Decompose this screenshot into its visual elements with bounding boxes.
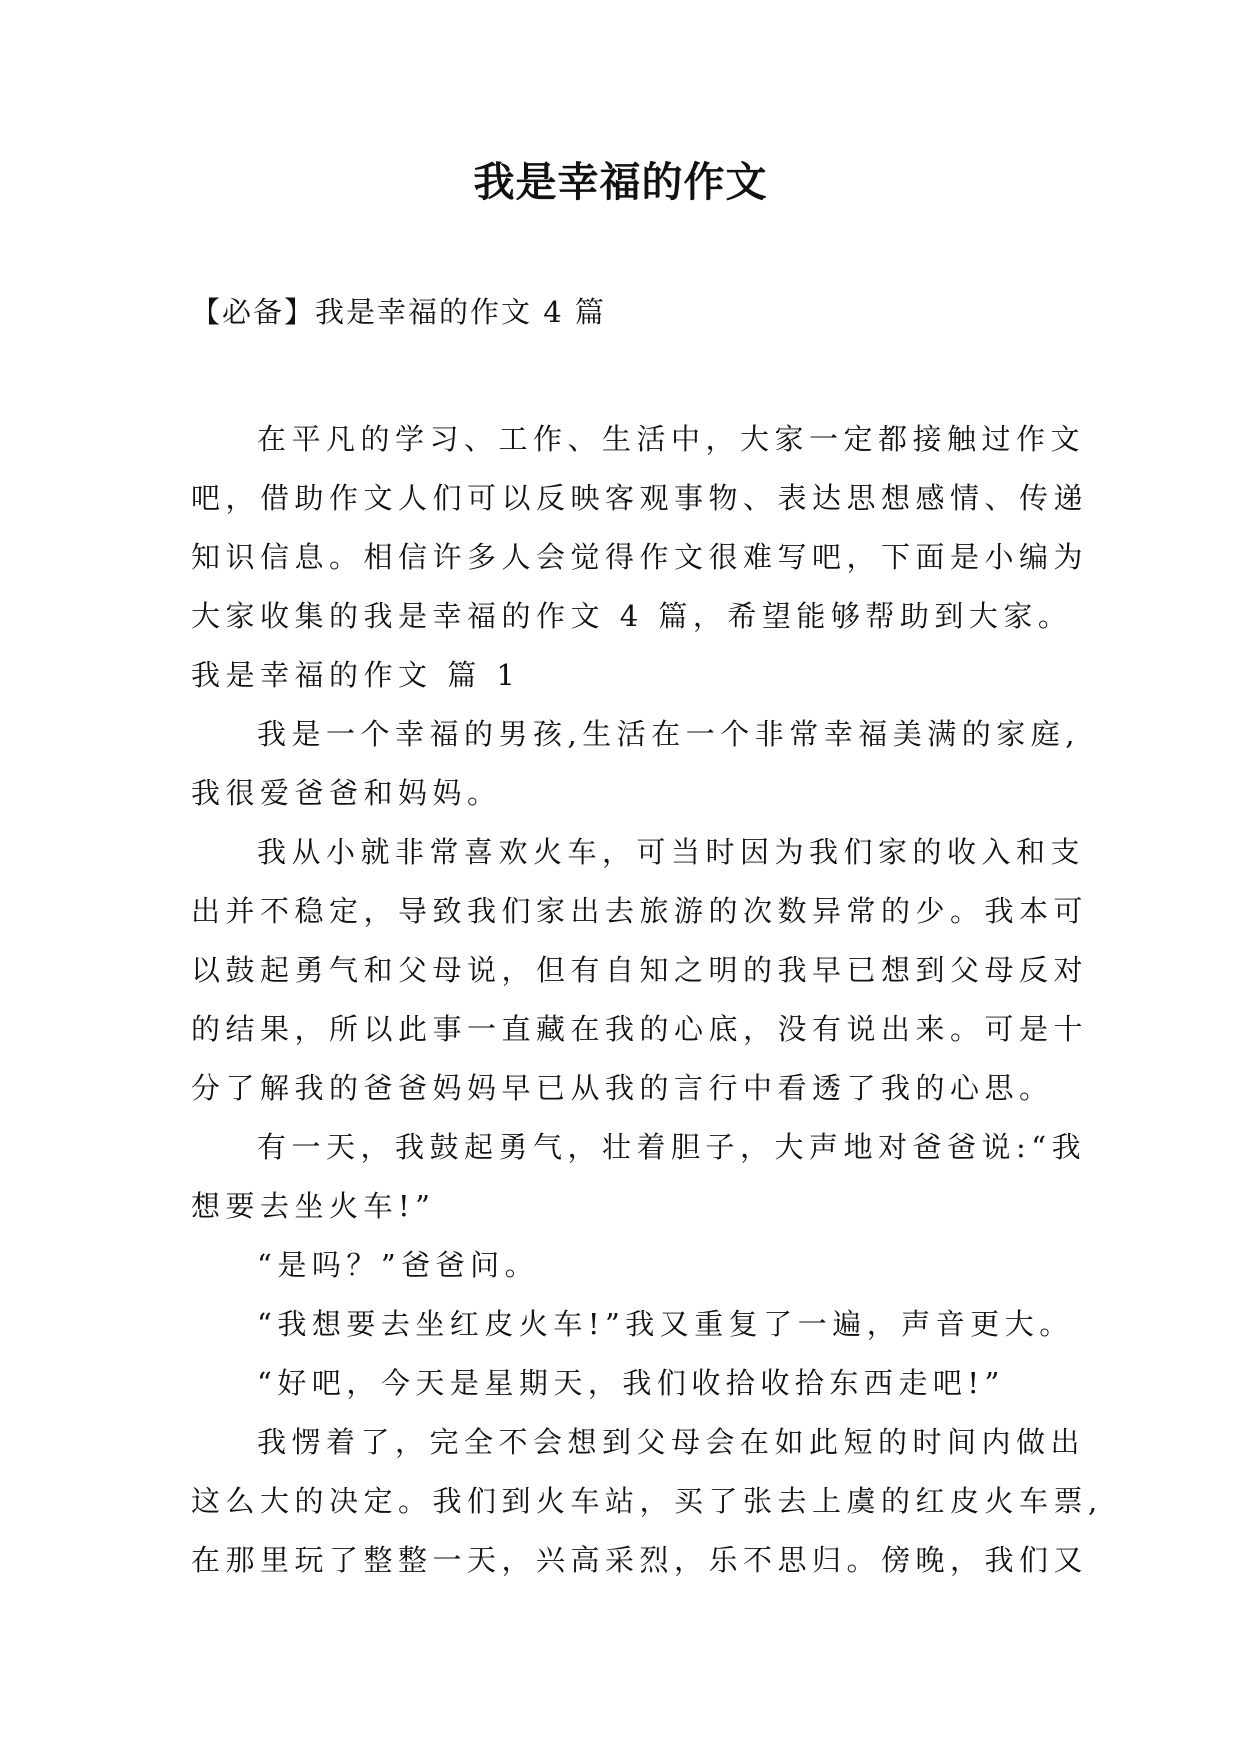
body-line: 有一天，我鼓起勇气，壮着胆子，大声地对爸爸说:“我 xyxy=(257,1130,1087,1164)
body-line: 在那里玩了整整一天，兴高采烈，乐不思归。傍晚，我们又 xyxy=(191,1543,1089,1577)
body-line: 我很爱爸爸和妈妈。 xyxy=(191,776,502,810)
document-title: 我是幸福的作文 xyxy=(473,158,768,206)
body-line: 以鼓起勇气和父母说，但有自知之明的我早已想到父母反对 xyxy=(191,953,1089,987)
body-line: 出并不稳定，导致我们家出去旅游的次数异常的少。我本可 xyxy=(191,894,1089,928)
body-line: 分了解我的爸爸妈妈早已从我的言行中看透了我的心思。 xyxy=(191,1071,1054,1105)
document-body xyxy=(191,410,1103,1590)
body-line: 我愣着了，完全不会想到父母会在如此短的时间内做出 xyxy=(257,1425,1086,1459)
body-line: 想要去坐火车!” xyxy=(191,1189,436,1223)
body-line: “是吗？”爸爸问。 xyxy=(257,1248,540,1282)
body-line: 在平凡的学习、工作、生活中，大家一定都接触过作文 xyxy=(257,422,1086,456)
body-line: 这么大的决定。我们到火车站，买了张去上虞的红皮火车票, xyxy=(191,1484,1103,1518)
body-line: 吧，借助作文人们可以反映客观事物、表达思想感情、传递 xyxy=(191,481,1089,515)
body-line: 的结果，所以此事一直藏在我的心底，没有说出来。可是十 xyxy=(191,1012,1089,1046)
body-line: 我从小就非常喜欢火车，可当时因为我们家的收入和支 xyxy=(257,835,1086,869)
body-line: “我想要去坐红皮火车!”我又重复了一遍，声音更大。 xyxy=(257,1307,1074,1341)
body-line: “好吧，今天是星期天，我们收拾收拾东西走吧!” xyxy=(257,1366,1005,1400)
body-line: 大家收集的我是幸福的作文 4 篇，希望能够帮助到大家。 xyxy=(191,599,1073,633)
body-line: 知识信息。相信许多人会觉得作文很难写吧，下面是小编为 xyxy=(191,540,1089,574)
body-line: 我是幸福的作文 篇 1 xyxy=(191,658,521,692)
body-line: 我是一个幸福的男孩,生活在一个非常幸福美满的家庭, xyxy=(257,717,1080,751)
document-subtitle: 【必备】我是幸福的作文 4 篇 xyxy=(191,295,606,329)
